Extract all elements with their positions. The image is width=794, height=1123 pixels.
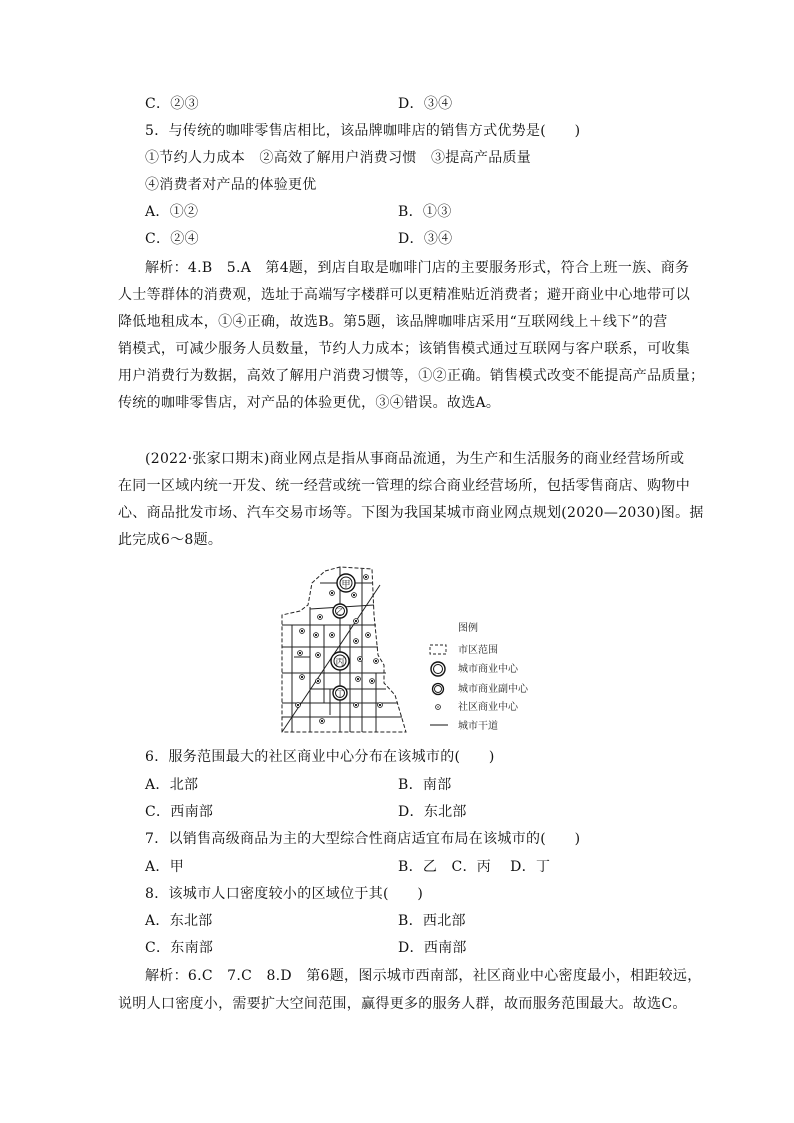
community-dot bbox=[316, 679, 321, 684]
q6-option-d: D．东北部 bbox=[398, 804, 467, 820]
intro-line: 此完成6～8题。 bbox=[118, 532, 223, 548]
q6-option-a: A．北部 bbox=[145, 777, 199, 793]
q5-stem: 5．与传统的咖啡零售店相比，该品牌咖啡店的销售方式优势是( ) bbox=[145, 123, 581, 139]
community-centers bbox=[296, 575, 383, 724]
analysis-4-5-line: 人士等群体的消费观，选址于高端写字楼群可以更精准贴近消费者；避开商业中心地带可以 bbox=[118, 287, 690, 303]
q8-option-d: D．西南部 bbox=[398, 940, 467, 956]
community-dot bbox=[314, 633, 319, 638]
analysis-6-8-line: 解析：6.C 7.C 8.D 第6题，图示城市西南部，社区商业中心密度最小，相距较远， bbox=[145, 968, 702, 984]
community-dot bbox=[296, 703, 301, 708]
center-jia bbox=[337, 574, 355, 592]
community-dot bbox=[300, 629, 305, 634]
legend-item: 社区商业中心 bbox=[458, 702, 518, 713]
q7-options-bcd: B．乙 C．丙 D．丁 bbox=[398, 859, 551, 875]
community-dot bbox=[356, 677, 361, 682]
q8-option-a: A．东北部 bbox=[145, 913, 213, 929]
q4-option-d: D．③④ bbox=[398, 96, 453, 112]
community-dot bbox=[354, 639, 359, 644]
legend-title: 图例 bbox=[458, 623, 478, 634]
q8-option-b: B．西北部 bbox=[398, 913, 466, 929]
community-dot bbox=[300, 675, 305, 680]
intro-line: (2022·张家口期末)商业网点是指从事商品流通，为生产和生活服务的商业经营场所或 bbox=[145, 451, 685, 467]
community-dot bbox=[358, 657, 363, 662]
city-commercial-map bbox=[280, 565, 545, 737]
community-dot bbox=[330, 591, 335, 596]
intro-line: 心、商品批发市场、汽车交易市场等。下图为我国某城市商业网点规划(2020—2030)图。据 bbox=[118, 505, 704, 521]
community-dot bbox=[330, 633, 335, 638]
q7-stem: 7．以销售高级商品为主的大型综合性商店适宜布局在该城市的( ) bbox=[145, 831, 581, 847]
label-jia: 甲 bbox=[341, 580, 351, 590]
community-dot bbox=[318, 615, 323, 620]
analysis-4-5-line: 用户消费行为数据，高效了解用户消费习惯等，①②正确。销售模式改变不能提高产品质量； bbox=[118, 368, 705, 384]
q5-statement-line2: ④消费者对产品的体验更优 bbox=[145, 177, 317, 193]
q5-statement-line1: ①节约人力成本 ②高效了解用户消费习惯 ③提高产品质量 bbox=[145, 150, 532, 166]
community-dot bbox=[364, 575, 369, 580]
community-dot bbox=[378, 703, 383, 708]
q7-option-a: A．甲 bbox=[145, 859, 185, 875]
q5-option-b: B．①③ bbox=[398, 204, 452, 220]
community-dot bbox=[352, 593, 357, 598]
analysis-4-5-line: 解析：4.B 5.A 第4题，到店自取是咖啡门店的主要服务形式，符合上班一族、商务 bbox=[145, 260, 690, 276]
q8-option-c: C．东南部 bbox=[145, 940, 214, 956]
analysis-6-8-line: 说明人口密度小，需要扩大空间范围，赢得更多的服务人群，故而服务范围最大。故选C。 bbox=[118, 996, 687, 1012]
label-ding: 丁 bbox=[336, 689, 344, 699]
community-dot bbox=[298, 651, 303, 656]
q6-stem: 6．服务范围最大的社区商业中心分布在该城市的( ) bbox=[145, 749, 495, 765]
community-dot bbox=[374, 659, 379, 664]
q5-option-d: D．③④ bbox=[398, 231, 453, 247]
legend-item: 城市商业副中心 bbox=[458, 684, 528, 695]
community-dot bbox=[370, 679, 375, 684]
analysis-4-5-line: 销模式，可减少服务人员数量，节约人力成本；该销售模式通过互联网与客户联系，可收集 bbox=[118, 341, 690, 357]
legend-item: 城市干道 bbox=[458, 721, 498, 732]
community-dot bbox=[316, 653, 321, 658]
community-dot bbox=[354, 619, 359, 624]
analysis-4-5-line: 降低地租成本，①④正确，故选B。第5题，该品牌咖啡店采用“互联网线上＋线下”的营 bbox=[118, 314, 668, 330]
center-bing bbox=[331, 652, 349, 670]
center-yi bbox=[333, 604, 347, 618]
intro-line: 在同一区域内统一开发、统一经营或统一管理的综合商业经营场所，包括零售商店、购物中 bbox=[118, 478, 690, 494]
legend-item: 市区范围 bbox=[458, 645, 498, 656]
community-dot bbox=[354, 703, 359, 708]
q5-option-c: C．②④ bbox=[145, 231, 199, 247]
community-dot bbox=[320, 719, 325, 724]
legend-boundary-symbol bbox=[430, 645, 446, 654]
analysis-4-5-line: 传统的咖啡零售店，对产品的体验更优，③④错误。故选A。 bbox=[118, 395, 501, 411]
q8-stem: 8．该城市人口密度较小的区域位于其( ) bbox=[145, 886, 424, 902]
q6-option-c: C．西南部 bbox=[145, 804, 214, 820]
legend-item: 城市商业中心 bbox=[458, 664, 518, 675]
q4-option-c: C．②③ bbox=[145, 96, 199, 112]
map-legend bbox=[430, 621, 529, 732]
label-bing: 丙 bbox=[335, 658, 345, 668]
q6-option-b: B．南部 bbox=[398, 777, 452, 793]
label-yi: 乙 bbox=[336, 607, 344, 617]
center-ding bbox=[333, 686, 347, 700]
q5-option-a: A．①② bbox=[145, 204, 199, 220]
community-dot bbox=[366, 633, 371, 638]
